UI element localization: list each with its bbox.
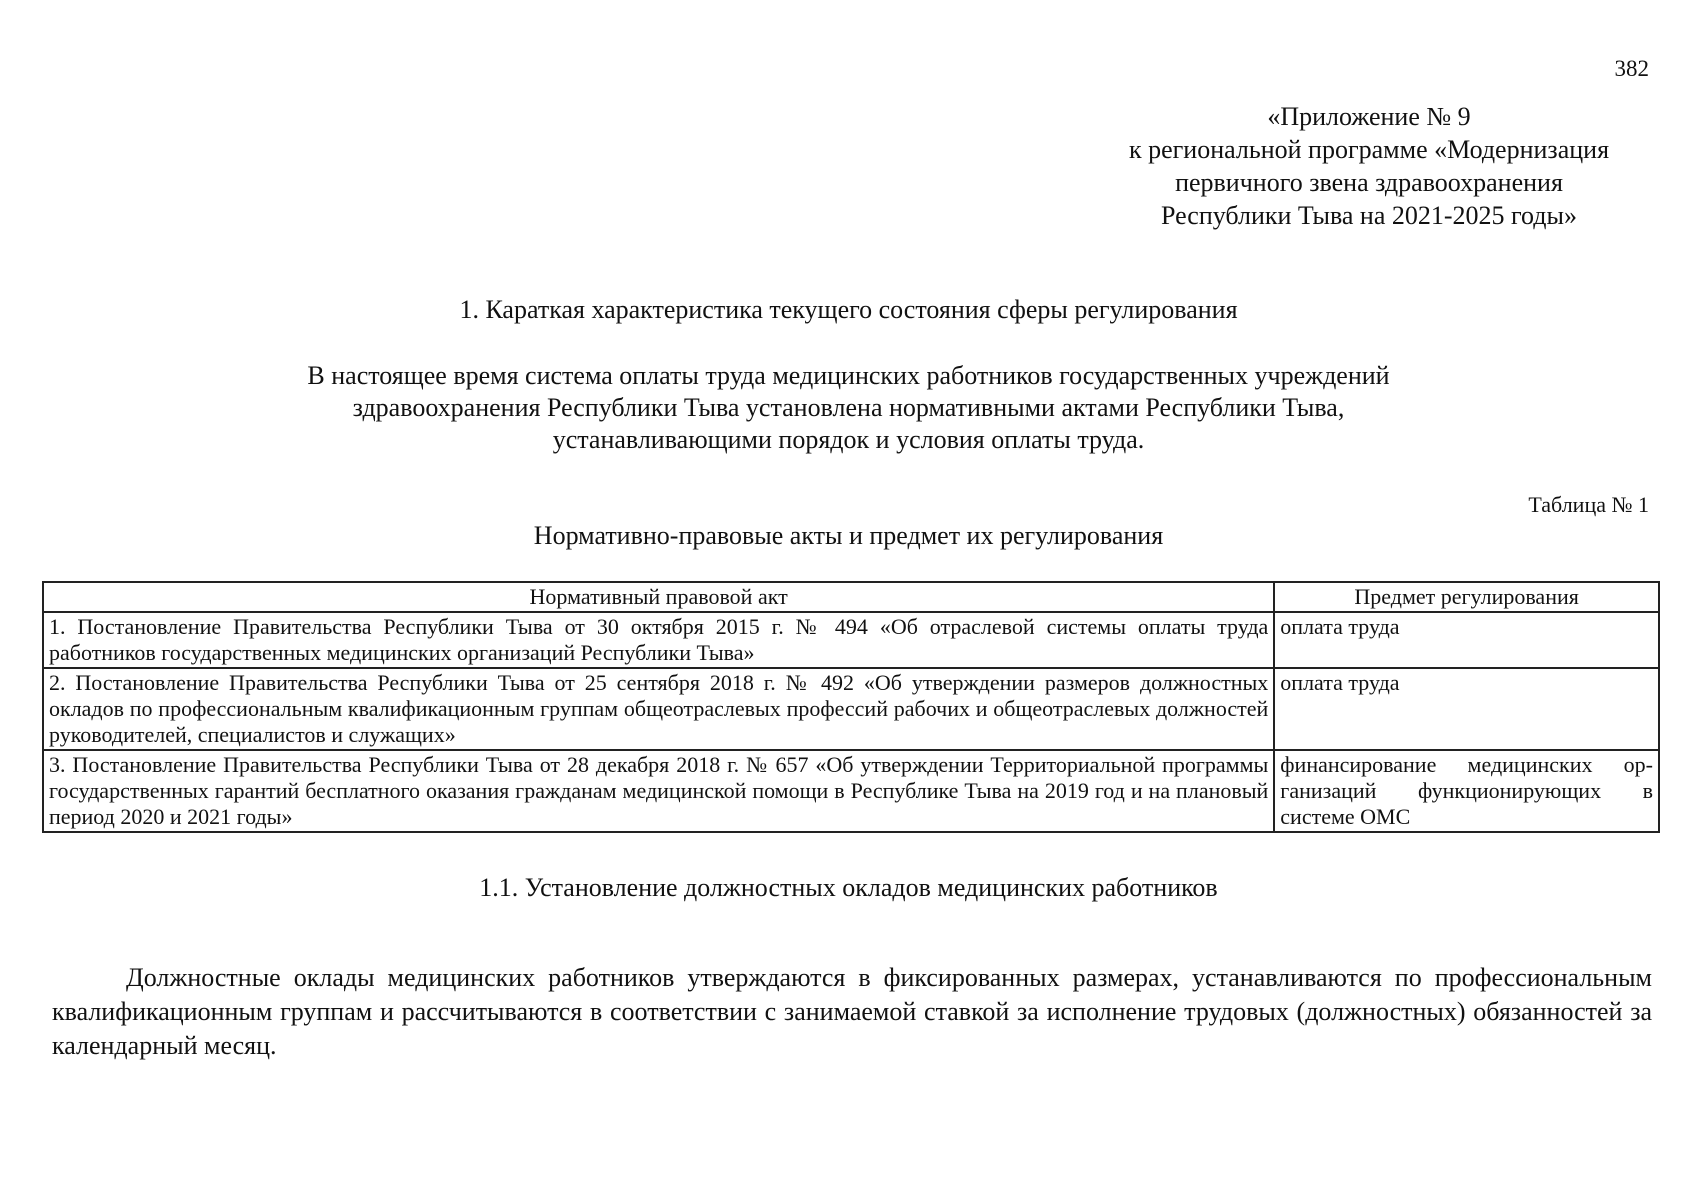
appendix-line: первичного звена здравоохранения (1175, 168, 1563, 197)
appendix-line: «Приложение № 9 (1267, 102, 1471, 131)
subject-cell: оплата труда (1274, 612, 1659, 668)
table-header-row (43, 582, 1659, 612)
act-cell: 2. Постановление Правительства Республики Тыва от 25 сентября 2018 г. № 492 «Об утверждении размеров должностных окладов по профессиональным квалификационным группам общеотраслевых профессий рабочих и общеотраслевых должностей руководителей, специалистов и служащих» (43, 668, 1274, 750)
intro-line: В настоящее время система оплаты труда медицинских работников государственных учреждений (307, 361, 1390, 390)
table-number-label: Таблица № 1 (1528, 492, 1649, 517)
subsection-title: 1.1. Установление должностных окладов медицинских работников (479, 873, 1218, 902)
body-paragraph: Должностные оклады медицинских работников утверждаются в фиксированных размерах, устанавливаются по профессиональным квалификационным группам и рассчитываются в соответствии с занимаемой ставкой за исполнение трудовых (должностных) обязанностей за календарный месяц. (52, 963, 1652, 1060)
page-number: 382 (1614, 56, 1649, 81)
table-row (43, 750, 1659, 832)
intro-line: здравоохранения Республики Тыва установлена нормативными актами Республики Тыва, (352, 393, 1345, 422)
subject-cell: оплата труда (1274, 668, 1659, 750)
subject-cell: финансирование медицинских организаций функционирующих в системе ОМС (1274, 750, 1659, 832)
act-cell: 1. Постановление Правительства Республики Тыва от 30 октября 2015 г. № 494 «Об отраслевой системы оплаты труда работников государственных медицинских организаций Республики Тыва» (43, 612, 1274, 668)
table-row (43, 612, 1659, 668)
legal-acts-table (42, 581, 1660, 833)
appendix-line: к региональной программе «Модернизация (1128, 135, 1610, 164)
intro-line: устанавливающими порядок и условия оплаты труда. (552, 425, 1145, 454)
intro-text (0, 360, 1697, 456)
column-header-act: Нормативный правовой акт (43, 582, 1274, 612)
column-header-subject: Предмет регулирования (1274, 582, 1659, 612)
table-title: Нормативно-правовые акты и предмет их регулирования (533, 521, 1164, 550)
appendix-header (1089, 100, 1649, 232)
appendix-line: Республики Тыва на 2021-2025 годы» (1160, 201, 1578, 230)
act-cell: 3. Постановление Правительства Республики Тыва от 28 декабря 2018 г. № 657 «Об утверждении Территориальной программы государственных гарантий бесплатного оказания гражданам медицинской помощи в Республике Тыва на 2019 год и на плановый период 2020 и 2021 годы» (43, 750, 1274, 832)
table-row (43, 668, 1659, 750)
section-title: 1. Караткая характеристика текущего состояния сферы регулирования (459, 295, 1238, 324)
